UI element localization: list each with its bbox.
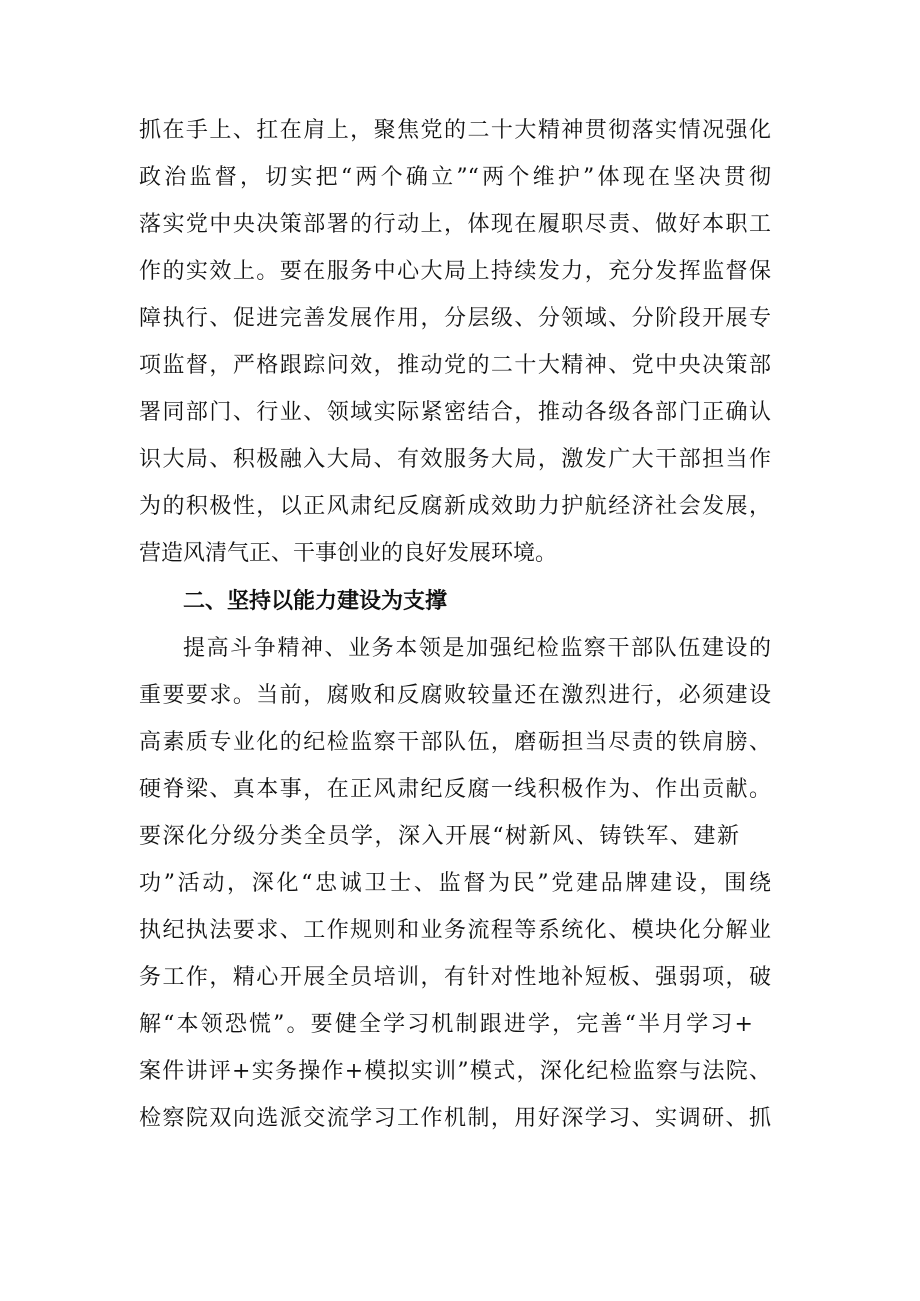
paragraph-1-line-8: 识大局、积极融入大局、有效服务大局，激发广大干部担当作 — [139, 447, 771, 472]
paragraph-2-line-2: 重要要求。当前，腐败和反腐败较量还在激烈进行，必须建设 — [139, 683, 771, 708]
paragraph-1-line-4: 作的实效上。要在服务中心大局上持续发力，充分发挥监督保 — [139, 259, 771, 284]
paragraph-2-line-7: 执纪执法要求、工作规则和业务流程等系统化、模块化分解业 — [139, 918, 771, 943]
paragraph-1-line-9: 为的积极性，以正风肃纪反腐新成效助力护航经济社会发展， — [139, 494, 771, 519]
paragraph-1-line-5: 障执行、促进完善发展作用，分层级、分领域、分阶段开展专 — [139, 306, 771, 331]
paragraph-2-line-10: 案件讲评+实务操作+模拟实训”模式，深化纪检监察与法院、 — [139, 1059, 771, 1084]
paragraph-2-line-5: 要深化分级分类全员学，深入开展“树新风、铸铁军、建新 — [139, 824, 739, 849]
paragraph-2-line-6: 功”活动，深化“忠诚卫士、监督为民”党建品牌建设，围绕 — [139, 871, 771, 896]
paragraph-2-line-1: 提高斗争精神、业务本领是加强纪检监察干部队伍建设的 — [183, 636, 771, 661]
section-heading: 二、坚持以能力建设为支撑 — [183, 589, 448, 614]
paragraph-2-line-8: 务工作，精心开展全员培训，有针对性地补短板、强弱项，破 — [139, 965, 771, 990]
paragraph-1-line-3: 落实党中央决策部署的行动上，体现在履职尽责、做好本职工 — [139, 212, 771, 237]
paragraph-1-line-1: 抓在手上、扛在肩上，聚焦党的二十大精神贯彻落实情况强化 — [139, 118, 771, 143]
paragraph-1-line-6: 项监督，严格跟踪问效，推动党的二十大精神、党中央决策部 — [139, 353, 771, 378]
paragraph-2-line-11: 检察院双向选派交流学习工作机制，用好深学习、实调研、抓 — [139, 1106, 771, 1131]
paragraph-2-line-4: 硬脊梁、真本事，在正风肃纪反腐一线积极作为、作出贡献。 — [139, 777, 771, 802]
paragraph-1-line-7: 署同部门、行业、领域实际紧密结合，推动各级各部门正确认 — [139, 400, 771, 425]
paragraph-2-line-9: 解“本领恐慌”。要健全学习机制跟进学，完善“半月学习+ — [139, 1012, 753, 1037]
paragraph-1-line-10: 营造风清气正、干事创业的良好发展环境。 — [139, 541, 558, 566]
paragraph-2-line-3: 高素质专业化的纪检监察干部队伍，磨砺担当尽责的铁肩膀、 — [139, 730, 771, 755]
paragraph-1-line-2: 政治监督，切实把“两个确立”“两个维护”体现在坚决贯彻 — [139, 165, 771, 190]
